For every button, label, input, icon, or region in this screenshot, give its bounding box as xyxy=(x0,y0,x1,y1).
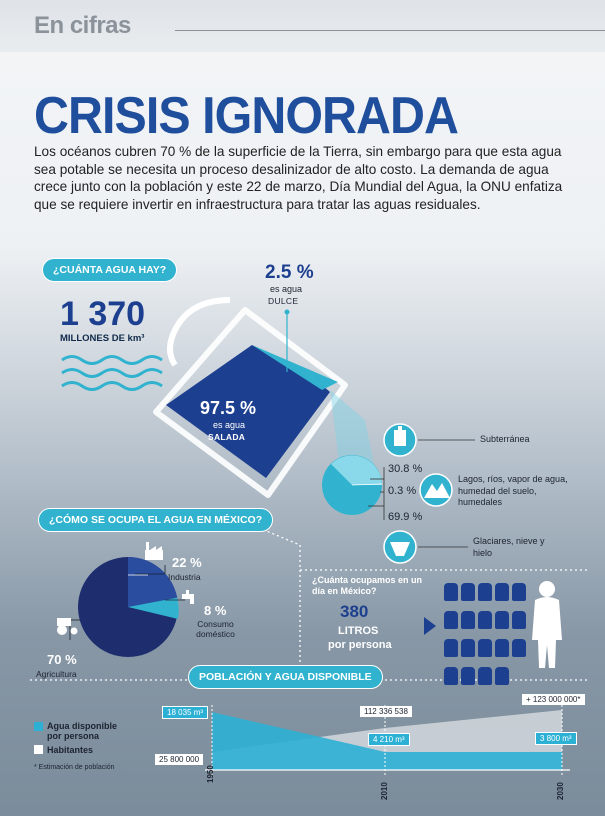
freshwater-line1: es agua xyxy=(270,284,303,294)
person-icon xyxy=(532,581,562,668)
population-2010: 112 336 538 xyxy=(360,706,412,717)
industry-value: 22 % xyxy=(172,555,202,570)
water-bottle-icon xyxy=(478,667,492,685)
water-bottle-icon xyxy=(495,639,509,657)
water-2030: 3 800 m³ xyxy=(535,732,577,745)
population-1950: 25 800 000 xyxy=(155,754,203,765)
mexico-use-pill: ¿CÓMO SE OCUPA EL AGUA EN MÉXICO? xyxy=(38,508,273,532)
legend-water-label: Agua disponible por persona xyxy=(47,721,118,741)
tractor-icon xyxy=(57,618,78,635)
water-bottle-icon xyxy=(444,639,458,657)
breakdown-label-glaciers: Glaciares, nieve y hielo xyxy=(473,536,545,558)
water-bottle-icon xyxy=(478,639,492,657)
total-water-value: 1 370 xyxy=(60,295,146,333)
breakdown-value-glaciers: 69.9 % xyxy=(388,511,423,523)
total-water-unit: MILLONES DE km³ xyxy=(60,333,145,344)
glacier-icon xyxy=(384,531,468,563)
water-bottle-icon xyxy=(461,667,475,685)
water-2010: 4 210 m³ xyxy=(368,733,410,746)
industry-label: Industria xyxy=(168,572,201,582)
year-2030: 2030 xyxy=(556,782,565,800)
water-bottle-icon xyxy=(478,611,492,629)
water-bottle-icon xyxy=(444,667,458,685)
daily-use-question: ¿Cuánta ocupamos en un día en México? xyxy=(312,575,423,596)
faucet-icon xyxy=(182,590,194,604)
bottles-grid xyxy=(444,583,530,695)
groundwater-icon xyxy=(384,424,475,456)
saltwater-line2: SALADA xyxy=(208,432,246,442)
freshwater-value: 2.5 % xyxy=(265,262,314,283)
intro-text: Los océanos cubren 70 % de la superficie de la Tierra, sin embargo para que esta agua sea potable se necesita un proceso desalinizador de alto costo. La demanda de agua crece junto con la población y este 22 de marzo, Día Mundial del Agua, la ONU enfatiza que se requiere invertir en infraestructura para tratar las aguas residuales. xyxy=(34,144,563,212)
arrow-icon xyxy=(424,617,436,635)
saltwater-line1: es agua xyxy=(213,420,246,430)
mountain-lake-icon xyxy=(420,474,452,506)
water-bottle-icon xyxy=(461,639,475,657)
population-note: * Estimación de población xyxy=(34,764,115,771)
daily-use-unit: LITROS xyxy=(338,625,379,637)
population-2030: + 123 000 000* xyxy=(522,694,585,705)
breakdown-value-groundwater: 30.8 % xyxy=(388,463,423,475)
section-label: En cifras xyxy=(34,12,131,39)
daily-use-per: por persona xyxy=(328,639,392,651)
legend-people-label: Habitantes xyxy=(47,745,94,755)
how-much-pill: ¿CUÁNTA AGUA HAY? xyxy=(42,258,177,282)
legend-people-swatch xyxy=(34,745,43,754)
mexico-use-pie xyxy=(78,557,179,657)
water-bottle-icon xyxy=(512,583,526,601)
agriculture-value: 70 % xyxy=(47,652,77,667)
daily-use-value: 380 xyxy=(340,602,369,621)
waves-icon xyxy=(62,357,162,390)
breakdown-label-groundwater: Subterránea xyxy=(480,434,530,444)
water-1950: 18 035 m³ xyxy=(162,706,208,719)
water-bottle-icon xyxy=(461,611,475,629)
water-bottle-icon xyxy=(495,583,509,601)
legend-water-swatch xyxy=(34,722,43,731)
water-bottle-icon xyxy=(478,583,492,601)
water-bottle-icon xyxy=(495,667,509,685)
saltwater-value: 97.5 % xyxy=(200,398,257,418)
year-2010: 2010 xyxy=(380,782,389,800)
factory-icon xyxy=(145,542,163,560)
breakdown-value-lakes: 0.3 % xyxy=(388,485,417,497)
year-1950: 1950 xyxy=(206,765,215,783)
water-bottle-icon xyxy=(461,583,475,601)
agriculture-label: Agricultura xyxy=(36,669,77,679)
water-bottle-icon xyxy=(444,611,458,629)
page-title: CRISIS IGNORADA xyxy=(34,87,459,145)
water-bottle-icon xyxy=(512,611,526,629)
population-pill: POBLACIÓN Y AGUA DISPONIBLE xyxy=(188,665,383,689)
water-bottle-icon xyxy=(444,583,458,601)
breakdown-label-lakes: Lagos, ríos, vapor de agua, humedad del suelo, humedales xyxy=(458,474,568,507)
water-bottle-icon xyxy=(512,639,526,657)
freshwater-line2: DULCE xyxy=(268,296,299,306)
domestic-label: Consumo doméstico xyxy=(196,619,235,639)
domestic-value: 8 % xyxy=(204,603,227,618)
water-bottle-icon xyxy=(495,611,509,629)
